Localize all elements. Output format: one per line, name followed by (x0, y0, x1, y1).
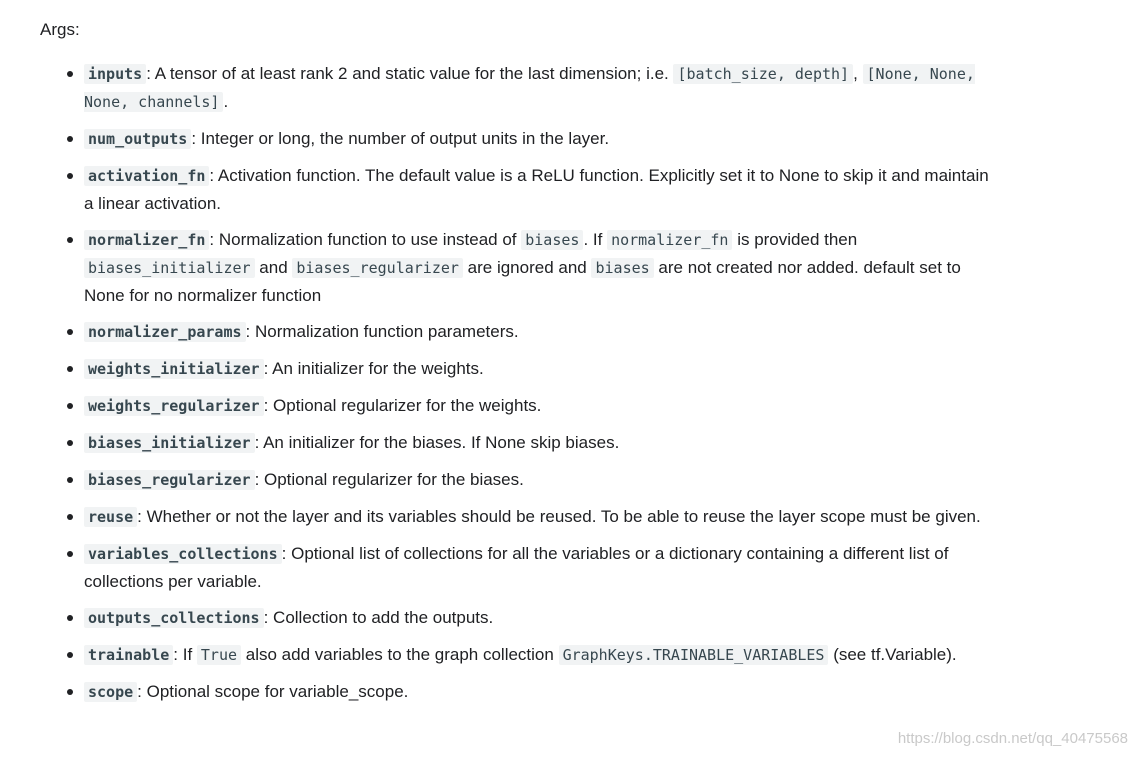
arg-name: normalizer_params (84, 322, 246, 342)
arg-description: : Whether or not the layer and its variables should be reused. To be able to reuse the layer scope must be given. (137, 507, 981, 526)
bullet-icon (67, 689, 73, 695)
arg-description: : Optional scope for variable_scope. (137, 682, 409, 701)
arg-description: . (223, 92, 229, 111)
inline-code: normalizer_fn (607, 230, 732, 250)
bullet-icon (67, 551, 73, 557)
arg-description: : If (173, 645, 197, 664)
arg-item-biases-initializer (40, 429, 1000, 457)
inline-code: biases (521, 230, 583, 250)
bullet-icon (67, 652, 73, 658)
arg-description: also add variables to the graph collection (241, 645, 559, 664)
inline-code: biases (591, 258, 653, 278)
arg-description: , (853, 64, 863, 83)
bullet-icon (67, 615, 73, 621)
arg-description: : Integer or long, the number of output units in the layer. (191, 129, 610, 148)
bullet-icon (67, 477, 73, 483)
inline-code: True (197, 645, 241, 665)
arg-name: biases_regularizer (84, 470, 255, 490)
arg-description: : An initializer for the biases. If None skip biases. (254, 433, 620, 452)
arg-description: : A tensor of at least rank 2 and static value for the last dimension; i.e. (146, 64, 674, 83)
arg-item-activation-fn (40, 162, 1000, 217)
arg-description: and (254, 258, 293, 277)
arg-name: trainable (84, 645, 173, 665)
inline-code: [None, None, None, channels] (84, 65, 975, 111)
arg-item-weights-regularizer (40, 392, 1000, 420)
arg-description: : Normalization function parameters. (245, 322, 519, 341)
inline-code: biases_initializer (84, 258, 255, 278)
bullet-icon (67, 403, 73, 409)
arg-name: activation_fn (84, 166, 209, 186)
arg-description: . If (583, 230, 608, 249)
arg-description: : Activation function. The default value is a ReLU function. Explicitly set it to None to skip it and maintain a linear activation. (84, 166, 989, 213)
arg-description: : Optional regularizer for the weights. (263, 396, 542, 415)
arg-item-normalizer-fn (40, 226, 1000, 309)
args-list (40, 60, 1000, 706)
arg-description: are ignored and (462, 258, 592, 277)
arg-item-trainable (40, 641, 1000, 669)
arg-name: num_outputs (84, 129, 191, 149)
bullet-icon (67, 329, 73, 335)
arg-name: outputs_collections (84, 608, 264, 628)
arg-name: weights_initializer (84, 359, 264, 379)
inline-code: GraphKeys.TRAINABLE_VARIABLES (559, 645, 829, 665)
bullet-icon (67, 237, 73, 243)
arg-name: inputs (84, 64, 146, 84)
arg-name: weights_regularizer (84, 396, 264, 416)
arg-name: variables_collections (84, 544, 282, 564)
arg-name: normalizer_fn (84, 230, 209, 250)
arg-item-inputs (40, 60, 1000, 116)
arg-item-variables-collections (40, 540, 1000, 595)
arg-description: : Optional regularizer for the biases. (254, 470, 524, 489)
bullet-icon (67, 71, 73, 77)
arg-description: : An initializer for the weights. (263, 359, 484, 378)
bullet-icon (67, 136, 73, 142)
arg-description: are not created nor added. default set to None for no normalizer function (84, 258, 961, 305)
arg-item-outputs-collections (40, 604, 1000, 632)
bullet-icon (67, 440, 73, 446)
arg-item-reuse (40, 503, 1000, 531)
inline-code: biases_regularizer (292, 258, 463, 278)
arg-item-normalizer-params (40, 318, 1000, 346)
arg-description: : Optional list of collections for all the variables or a dictionary containing a different list of collections per variable. (84, 544, 949, 591)
args-section (40, 18, 1000, 715)
arg-description: (see tf.Variable). (828, 645, 957, 664)
arg-item-biases-regularizer (40, 466, 1000, 494)
arg-name: reuse (84, 507, 137, 527)
arg-description: is provided then (732, 230, 858, 249)
inline-code: [batch_size, depth] (673, 64, 853, 84)
bullet-icon (67, 366, 73, 372)
arg-item-num-outputs (40, 125, 1000, 153)
arg-name: biases_initializer (84, 433, 255, 453)
arg-description: : Normalization function to use instead of (209, 230, 522, 249)
arg-description: : Collection to add the outputs. (263, 608, 494, 627)
args-heading: Args: (40, 20, 80, 39)
watermark: https://blog.csdn.net/qq_40475568 (897, 730, 1128, 747)
bullet-icon (67, 173, 73, 179)
arg-item-scope (40, 678, 1000, 706)
bullet-icon (67, 514, 73, 520)
arg-item-weights-initializer (40, 355, 1000, 383)
arg-name: scope (84, 682, 137, 702)
